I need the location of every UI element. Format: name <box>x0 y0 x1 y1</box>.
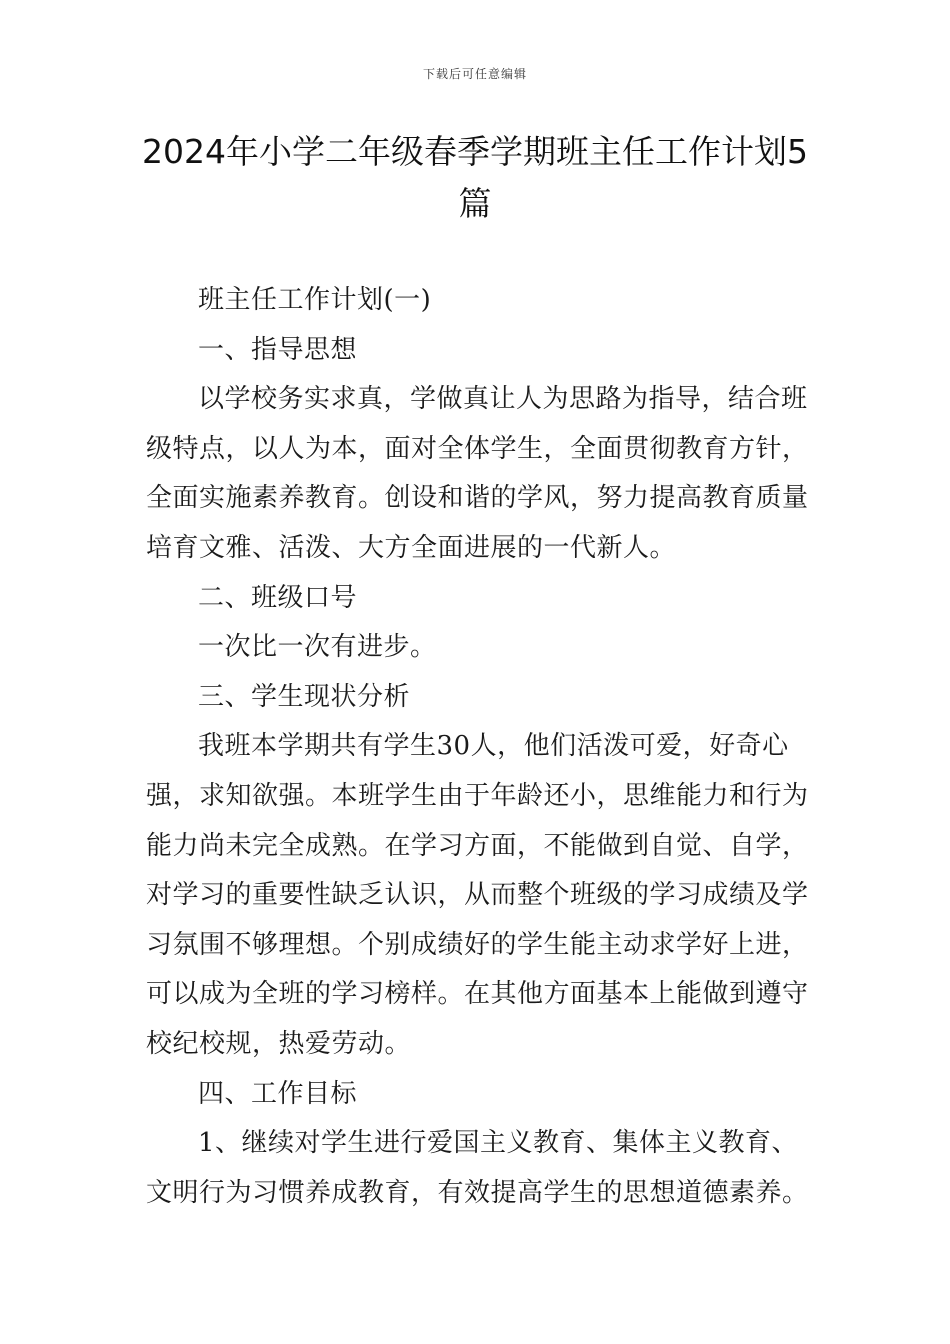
section-heading-class-slogan: 二、班级口号 <box>198 582 358 613</box>
section-heading-plan-one: 班主任工作计划(一) <box>198 285 432 315</box>
document-title: 2024年小学二年级春季学期班主任工作计划5篇 <box>142 132 808 223</box>
header-note: 下载后可任意编辑 <box>422 67 527 81</box>
paragraph-guiding-ideology: 以学校务实求真，学做真让人为思路为指导，结合班级特点，以人为本，面对全体学生，全面贯彻教育方针，全面实施素养教育。创设和谐的学风，努力提高教育质量培育文雅、活泼、大方全面进展的一代新人。 <box>146 384 809 563</box>
section-heading-student-analysis: 三、学生现状分析 <box>198 681 411 712</box>
document-body <box>146 276 810 1218</box>
section-heading-work-goals: 四、工作目标 <box>198 1078 358 1109</box>
paragraph-student-analysis: 我班本学期共有学生30人，他们活泼可爱，好奇心强，求知欲强。本班学生由于年龄还小，思维能力和行为能力尚未完全成熟。在学习方面，不能做到自觉、自学，对学习的重要性缺乏认识，从而整个班级的学习成绩及学习氛围不够理想。个别成绩好的学生能主动求学好上进，可以成为全班的学习榜样。在其他方面基本上能做到遵守校纪校规，热爱劳动。 <box>146 731 809 1059</box>
paragraph-work-goal-1: 1、继续对学生进行爱国主义教育、集体主义教育、文明行为习惯养成教育，有效提高学生的思想道德素养。 <box>146 1128 809 1208</box>
section-heading-guiding-ideology: 一、指导思想 <box>198 334 358 365</box>
paragraph-class-slogan: 一次比一次有进步。 <box>198 632 437 663</box>
